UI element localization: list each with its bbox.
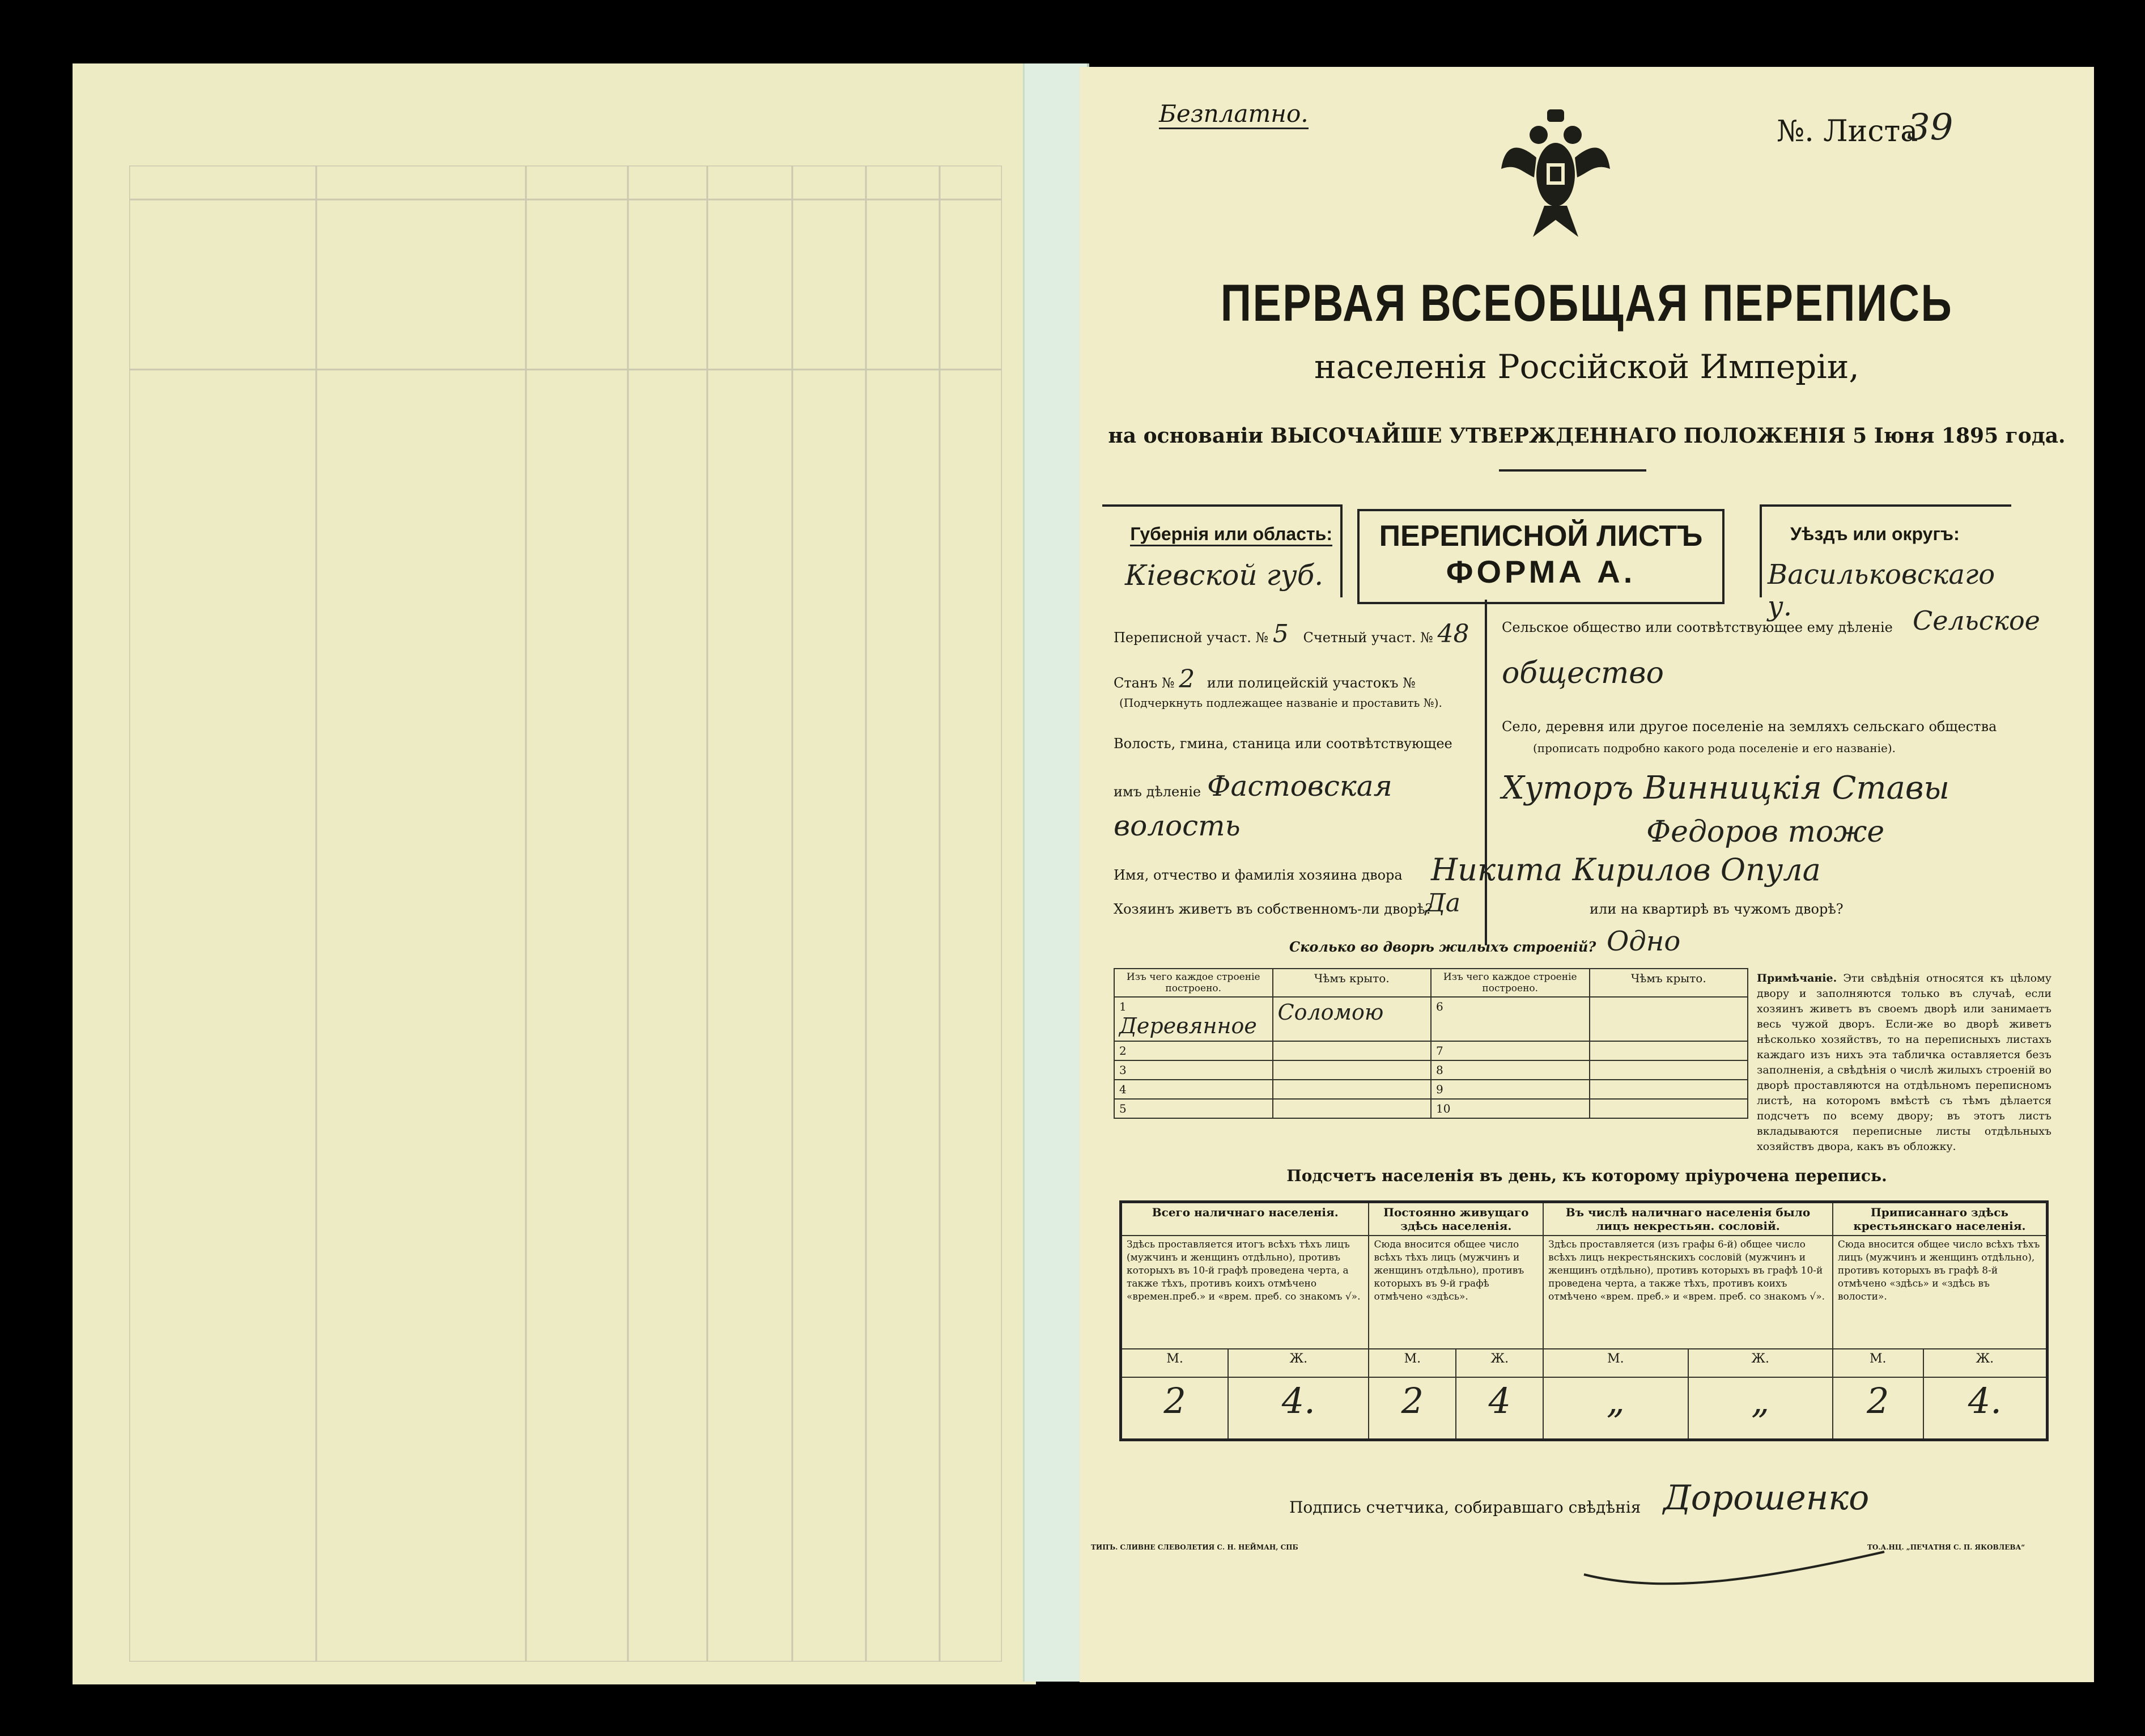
note-text: Эти свѣдѣнія относятся къ цѣлому двору и заполняются только въ случаѣ, если хозяинъ живетъ въ своемъ дворѣ или занимаетъ весь чужой дворъ. Если-же во дворѣ живетъ нѣсколько хозяйствъ, то на переписныхъ листахъ каждаго изъ нихъ эта табличка оставляется безъ заполненія, а свѣдѣнія о числѣ жилыхъ строеній во дворѣ проставляются на отдѣльномъ переписномъ листѣ, на которомъ вмѣстѣ съ тѣмъ дѣлается подсчетъ по всему двору; въ этотъ листъ вкладываются переписные листы отдѣльныхъ хозяйствъ двора, какъ въ обложку. bbox=[1757, 972, 2051, 1153]
count-district-label: Счетный участ. № bbox=[1303, 630, 1433, 646]
census-district-value: 5 bbox=[1272, 619, 1289, 648]
stan-row bbox=[1114, 665, 1416, 694]
signature-value: Дорошенко bbox=[1663, 1478, 1870, 1518]
left-page bbox=[73, 63, 1036, 1684]
empty-cell bbox=[1590, 1099, 1748, 1118]
census-basis: на основаніи ВЫСОЧАЙШЕ УТВЕРЖДЕННАГО ПОЛОЖЕНІЯ 5 Іюня 1895 года. bbox=[1108, 424, 2066, 448]
row-number: 1 bbox=[1119, 1000, 1127, 1013]
row-number: 10 bbox=[1431, 1099, 1590, 1118]
signature-label: Подпись счетчика, собиравшаго свѣдѣнія bbox=[1289, 1498, 1641, 1517]
buildings-col4: Чѣмъ крыто. bbox=[1590, 969, 1748, 997]
census-subtitle: населенія Россійской Имперіи, bbox=[1314, 347, 1859, 386]
volost-label: Волость, гмина, станица или соотвѣтствующее bbox=[1114, 736, 1452, 752]
stan-value: 2 bbox=[1179, 665, 1195, 694]
count-value: 4. bbox=[1228, 1377, 1369, 1440]
society-value: Сельское bbox=[1913, 605, 2040, 636]
row-number: 9 bbox=[1431, 1080, 1590, 1099]
empty-cell bbox=[1590, 1060, 1748, 1080]
note-block bbox=[1757, 971, 2051, 1154]
underline-note: (Подчеркнуть подлежащее названіе и проставить №). bbox=[1119, 696, 1442, 710]
signature-flourish bbox=[1578, 1540, 1896, 1591]
count-header-3: Въ числѣ наличнаго населенія было лицъ некрестьян. сословій. bbox=[1543, 1202, 1833, 1236]
province-box bbox=[1102, 504, 1343, 597]
rent-label: или на квартирѣ въ чужомъ дворѣ? bbox=[1590, 901, 1844, 917]
province-label: Губернія или область: bbox=[1130, 524, 1332, 546]
district-value: Васильковскаго у. bbox=[1768, 559, 1995, 622]
village-label: Село, деревня или другое поселеніе на земляхъ сельскаго общества bbox=[1502, 719, 1997, 735]
police-label: или полицейскій участокъ № bbox=[1207, 675, 1416, 691]
village-value-2: Федоров тоже bbox=[1646, 815, 1885, 849]
own-yard-label: Хозяинъ живетъ въ собственномъ-ли дворѣ? bbox=[1114, 901, 1433, 917]
count-value: „ bbox=[1688, 1377, 1833, 1440]
buildings-col1: Изъ чего каждое строеніе построено. bbox=[1114, 969, 1273, 997]
stan-label: Станъ № bbox=[1114, 675, 1175, 691]
row-number: 6 bbox=[1431, 997, 1590, 1041]
col-female: Ж. bbox=[1456, 1349, 1543, 1377]
col-male: М. bbox=[1369, 1349, 1456, 1377]
count-value: 2 bbox=[1369, 1377, 1456, 1440]
row-number: 2 bbox=[1114, 1041, 1273, 1060]
count-value: 4. bbox=[1923, 1377, 2048, 1440]
empty-cell bbox=[1590, 1041, 1748, 1060]
col-male: М. bbox=[1833, 1349, 1923, 1377]
row-number: 7 bbox=[1431, 1041, 1590, 1060]
row-number: 4 bbox=[1114, 1080, 1273, 1099]
village-value: Хуторъ Винницкія Ставы bbox=[1502, 770, 1950, 807]
count-desc-1: Здѣсь проставляется итогъ всѣхъ тѣхъ лицъ (мужчинъ и женщинъ отдѣльно), противъ которыхъ въ 10-й графѣ проведена черта, а также тѣхъ, противъ коихъ отмѣчено «времен.преб.» и «врем. преб. со знакомъ √». bbox=[1121, 1236, 1369, 1349]
double-headed-eagle-icon bbox=[1499, 107, 1612, 243]
count-desc-4: Сюда вносится общее число всѣхъ тѣхъ лицъ (мужчинъ и женщинъ отдѣльно), противъ которыхъ въ графѣ 8-й отмѣчено «здѣсь» и «здѣсь въ волости». bbox=[1833, 1236, 2048, 1349]
empty-cell bbox=[1273, 1041, 1432, 1060]
buildings-col3: Изъ чего каждое строеніе построено. bbox=[1431, 969, 1590, 997]
count-desc-2: Сюда вносится общее число всѣхъ тѣхъ лицъ (мужчинъ и женщинъ отдѣльно), противъ которыхъ въ 9-й графѣ отмѣчено «здѣсь». bbox=[1369, 1236, 1543, 1349]
province-value: Кіевской губ. bbox=[1125, 559, 1324, 592]
sheet-number-label: №. Листа bbox=[1777, 114, 1918, 148]
buildings-label: Сколько во дворѣ жилыхъ строеній? bbox=[1289, 939, 1596, 955]
volost-value-2: волость bbox=[1114, 809, 1241, 842]
row-number: 3 bbox=[1114, 1060, 1273, 1080]
count-table bbox=[1119, 1200, 2049, 1441]
owner-value: Никита Кирилов Опула bbox=[1431, 852, 1821, 888]
row1-roof: Соломою bbox=[1273, 997, 1432, 1041]
census-form-page bbox=[1080, 67, 2094, 1682]
count-header-1: Всего наличнаго населенія. bbox=[1121, 1202, 1369, 1236]
count-header-2: Постоянно живущаго здѣсь населенія. bbox=[1369, 1202, 1543, 1236]
empty-cell bbox=[1590, 1080, 1748, 1099]
row-number: 8 bbox=[1431, 1060, 1590, 1080]
volost-value: Фастовская bbox=[1207, 770, 1392, 803]
census-title: ПЕРВАЯ ВСЕОБЩАЯ ПЕРЕПИСЬ bbox=[1220, 274, 1953, 332]
col-male: М. bbox=[1543, 1349, 1688, 1377]
count-district-value: 48 bbox=[1437, 619, 1469, 648]
fields-divider bbox=[1485, 600, 1487, 945]
society-label: Сельское общество или соотвѣтствующее ему дѣленіе bbox=[1502, 619, 1893, 635]
buildings-value: Одно bbox=[1607, 926, 1681, 957]
form-title: ПЕРЕПИСНОЙ ЛИСТЪ bbox=[1379, 520, 1703, 553]
left-page-faint-grid bbox=[129, 165, 1002, 1662]
count-title: Подсчетъ населенія въ день, къ которому пріурочена перепись. bbox=[1286, 1166, 1887, 1185]
empty-cell bbox=[1590, 997, 1748, 1041]
empty-cell bbox=[1273, 1099, 1432, 1118]
buildings-table bbox=[1114, 968, 1748, 1119]
buildings-row-1 bbox=[1114, 997, 1273, 1041]
buildings-col2: Чѣмъ крыто. bbox=[1273, 969, 1432, 997]
district-label: Уѣздъ или округъ: bbox=[1790, 524, 1960, 544]
ornament-divider bbox=[1499, 469, 1646, 472]
empty-cell bbox=[1273, 1060, 1432, 1080]
row1-material: Деревянное bbox=[1119, 1013, 1257, 1038]
volost-label-2: имъ дѣленіе bbox=[1114, 784, 1201, 800]
count-value: „ bbox=[1543, 1377, 1688, 1440]
note-label: Примѣчаніе. bbox=[1757, 972, 1837, 984]
empty-cell bbox=[1273, 1080, 1432, 1099]
form-name: ФОРМА А. bbox=[1446, 554, 1636, 589]
col-female: Ж. bbox=[1688, 1349, 1833, 1377]
census-district-label: Переписной участ. № bbox=[1114, 630, 1269, 646]
printer-note-left: ТИПЪ. СЛИВНЕ СЛЕВОЛЕТИЯ С. Н. НЕЙМАН, СПБ bbox=[1091, 1543, 1298, 1551]
society-value-2: общество bbox=[1502, 656, 1664, 690]
printer-note-right: ТО.А.НЦ. „ПЕЧАТНЯ С. П. ЯКОВЛЕВА“ bbox=[1867, 1543, 2025, 1551]
col-female: Ж. bbox=[1228, 1349, 1369, 1377]
count-value: 2 bbox=[1833, 1377, 1923, 1440]
count-desc-3: Здѣсь проставляется (изъ графы 6-й) общее число всѣхъ лицъ некрестьянскихъ сословій (мужчинъ и женщинъ отдѣльно), противъ которыхъ въ графѣ 10-й проведена черта, а также тѣхъ, противъ коихъ отмѣчено «врем. преб.» и «врем. преб. со знакомъ √». bbox=[1543, 1236, 1833, 1349]
count-header-4: Приписаннаго здѣсь крестьянскаго населенія. bbox=[1833, 1202, 2048, 1236]
col-male: М. bbox=[1121, 1349, 1229, 1377]
owner-label: Имя, отчество и фамилія хозяина двора bbox=[1114, 867, 1403, 883]
own-yard-value: Да bbox=[1425, 889, 1461, 918]
count-value: 4 bbox=[1456, 1377, 1543, 1440]
col-female: Ж. bbox=[1923, 1349, 2048, 1377]
free-label: Безплатно. bbox=[1159, 100, 1309, 129]
census-district-row bbox=[1114, 619, 1469, 648]
sheet-number-value: 39 bbox=[1907, 107, 1953, 148]
form-title-box bbox=[1357, 509, 1725, 604]
row-number: 5 bbox=[1114, 1099, 1273, 1118]
count-value: 2 bbox=[1121, 1377, 1229, 1440]
district-box bbox=[1760, 504, 2011, 622]
village-note: (прописать подробно какого рода поселеніе и его названіе). bbox=[1533, 741, 1896, 755]
